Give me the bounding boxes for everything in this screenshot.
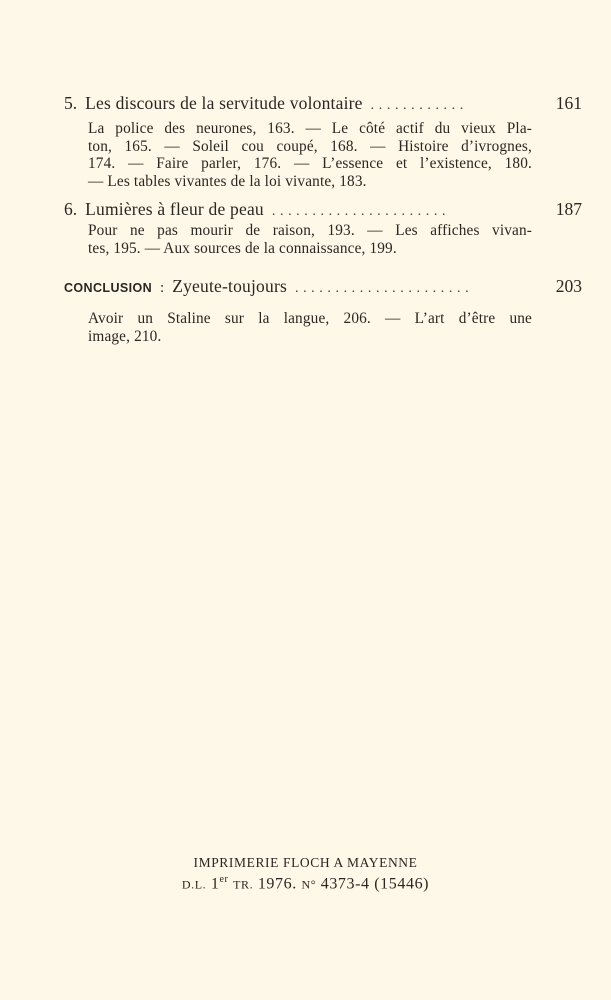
toc-entry-5-heading — [64, 93, 582, 116]
dot-leader: ...................... — [271, 204, 451, 219]
dot-leader: ...................... — [294, 281, 474, 296]
subsection-line: La police des neurones, 163. — Le côté actif du vieux Pla- — [88, 120, 532, 137]
subsection-line: Pour ne pas mourir de raison, 193. — Les affiches vivan- — [88, 222, 532, 239]
dot-leader: ............ — [370, 98, 468, 113]
conclusion-colon: : — [160, 280, 165, 296]
toc-entry-5-subsections — [88, 120, 532, 190]
dl-no-label: N° — [301, 877, 317, 892]
dl-prefix: D.L. — [181, 877, 207, 892]
entry-title: Zyeute-toujours — [172, 276, 287, 296]
entry-title: Les discours de la servitude volontaire — [85, 93, 363, 113]
dl-number: 4373-4 (15446) — [320, 875, 430, 893]
dl-ordinal-sup: er — [219, 874, 229, 885]
toc-conclusion-heading — [64, 276, 582, 299]
dl-ordinal: 1 — [210, 875, 220, 893]
subsection-line: 174. — Faire parler, 176. — L’essence et l’existence, 180. — [88, 155, 532, 173]
dl-tr: TR. — [233, 877, 254, 892]
colophon-legal-deposit — [0, 874, 611, 893]
entry-title: Lumières à fleur de peau — [85, 199, 264, 219]
conclusion-label: CONCLUSION — [64, 281, 153, 295]
entry-number: 5. — [64, 93, 78, 113]
subsection-line: image, 210. — [88, 327, 162, 345]
subsection-line: Avoir un Staline sur la langue, 206. — L’art d’être une — [88, 310, 532, 327]
entry-page-number: 187 — [555, 199, 582, 219]
entry-number: 6. — [64, 199, 78, 219]
dl-year: 1976. — [257, 875, 297, 893]
subsection-line: ton, 165. — Soleil cou coupé, 168. — Histoire d’ivrognes, — [88, 137, 532, 155]
toc-conclusion-subsections — [88, 310, 532, 345]
entry-page-number: 203 — [555, 276, 582, 296]
subsection-line: tes, 195. — Aux sources de la connaissance, 199. — [88, 239, 397, 257]
subsection-line: — Les tables vivantes de la loi vivante, 183. — [88, 172, 367, 190]
toc-entry-6-subsections — [88, 222, 532, 257]
toc-entry-6-heading — [64, 199, 582, 222]
printer-name: IMPRIMERIE FLOCH A MAYENNE — [193, 855, 418, 870]
entry-page-number: 161 — [555, 93, 582, 113]
colophon-printer — [0, 855, 611, 871]
